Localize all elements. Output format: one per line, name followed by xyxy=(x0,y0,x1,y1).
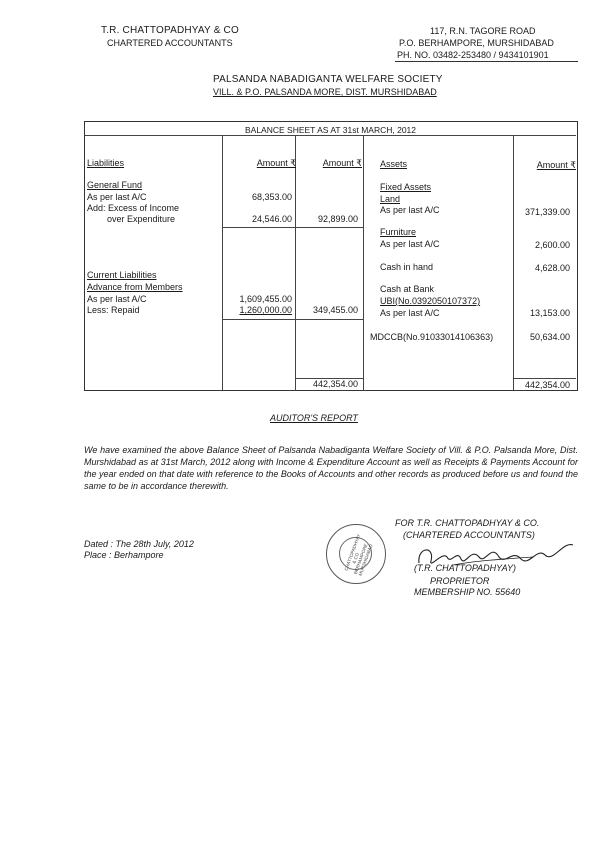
col-assets: Assets xyxy=(380,159,408,169)
phone-number: PH. NO. 03482-253480 / 9434101901 xyxy=(397,50,549,60)
current-total: 349,455.00 xyxy=(312,305,358,315)
for-firm-line: FOR T.R. CHATTOPADHYAY & CO. xyxy=(395,518,540,528)
col-divider-3 xyxy=(363,135,364,391)
adv-as-per-last: As per last A/C xyxy=(87,294,147,304)
firm-seal xyxy=(326,524,386,584)
ubi-as-per-last: As per last A/C xyxy=(380,308,440,318)
land-amount: 371,339.00 xyxy=(524,207,570,217)
cash-at-bank-label: Cash at Bank xyxy=(380,284,435,294)
gf-over-expenditure: over Expenditure xyxy=(107,214,176,224)
cash-in-hand-label: Cash in hand xyxy=(380,262,434,272)
ubi-account: UBI(No.0392050107372) xyxy=(380,296,481,306)
less-repaid: Less: Repaid xyxy=(87,305,140,315)
col-divider-1 xyxy=(222,135,223,391)
address-line1: 117, R.N. TAGORE ROAD xyxy=(430,26,536,36)
col-divider-2 xyxy=(295,135,296,391)
fixed-assets-label: Fixed Assets xyxy=(380,182,432,192)
address-line2: P.O. BERHAMPORE, MURSHIDABAD xyxy=(399,38,554,48)
gen-fund-rule xyxy=(222,227,363,228)
dated-line: Dated : The 28th July, 2012 xyxy=(84,539,194,549)
land-label: Land xyxy=(380,194,401,204)
firm-role-line: (CHARTERED ACCOUNTANTS) xyxy=(403,530,535,540)
society-name: PALSANDA NABADIGANTA WELFARE SOCIETY xyxy=(213,74,443,85)
cash-in-hand-amount: 4,628.00 xyxy=(534,263,570,273)
seal-text: CHATTOPADHYAY & CO BERHAMPORE MURSHIDABAD xyxy=(343,533,374,577)
col-amount-2: Amount ₹ xyxy=(322,158,362,168)
gf-excess-amount: 24,546.00 xyxy=(251,214,292,224)
gf-add-excess: Add: Excess of Income xyxy=(87,203,180,213)
col-amount-1: Amount ₹ xyxy=(256,158,296,168)
place-line: Place : Berhampore xyxy=(84,550,164,560)
signatory-designation: PROPRIETOR xyxy=(430,576,490,586)
membership-number: MEMBERSHIP NO. 55640 xyxy=(414,587,521,597)
general-fund-label: General Fund xyxy=(87,180,143,190)
total-rule-right xyxy=(513,378,576,379)
repaid-amount: 1,260,000.00 xyxy=(239,305,292,315)
furniture-label: Furniture xyxy=(380,227,417,237)
land-as-per-last: As per last A/C xyxy=(380,205,440,215)
signatory-name: (T.R. CHATTOPADHYAY) xyxy=(414,563,517,573)
furniture-amount: 2,600.00 xyxy=(534,240,570,250)
mdccb-account: MDCCB(No.91033014106363) xyxy=(370,332,494,342)
auditor-report-heading: AUDITOR'S REPORT xyxy=(270,413,358,423)
balance-sheet-title: BALANCE SHEET AS AT 31st MARCH, 2012 xyxy=(244,125,417,135)
firm-name: T.R. CHATTOPADHYAY & CO xyxy=(101,25,239,36)
adv-amount: 1,609,455.00 xyxy=(239,294,292,304)
gf-total: 92,899.00 xyxy=(317,214,358,224)
society-address: VILL. & P.O. PALSANDA MORE, DIST. MURSHIDABAD xyxy=(213,87,437,97)
furniture-as-per-last: As per last A/C xyxy=(380,239,440,249)
advance-members-label: Advance from Members xyxy=(87,282,183,292)
gf-as-per-last-amount: 68,353.00 xyxy=(251,192,292,202)
mdccb-amount: 50,634.00 xyxy=(529,332,570,342)
liabilities-grand-total: 442,354.00 xyxy=(312,379,358,389)
firm-role: CHARTERED ACCOUNTANTS xyxy=(107,38,233,48)
title-rule xyxy=(85,135,576,136)
cur-liab-rule xyxy=(222,319,363,320)
current-liabilities-label: Current Liabilities xyxy=(87,270,157,280)
ubi-amount: 13,153.00 xyxy=(529,308,570,318)
auditor-report-body: We have examined the above Balance Sheet of Palsanda Nabadiganta Welfare Society of Vill. & P.O. Palsanda More, Dist. Murshidabad as at 31st March, 2012 along with Income & Expenditure Account as well as Receipts & Payments Account for the year ended on that date with reference to the Books of Accounts and other records as produced before us and found the same to be in accordance therewith. xyxy=(84,445,578,491)
assets-grand-total: 442,354.00 xyxy=(524,380,570,390)
col-liabilities: Liabilities xyxy=(87,158,125,168)
header-rule xyxy=(395,61,578,62)
col-amount-3: Amount ₹ xyxy=(536,160,576,170)
gf-as-per-last: As per last A/C xyxy=(87,192,147,202)
